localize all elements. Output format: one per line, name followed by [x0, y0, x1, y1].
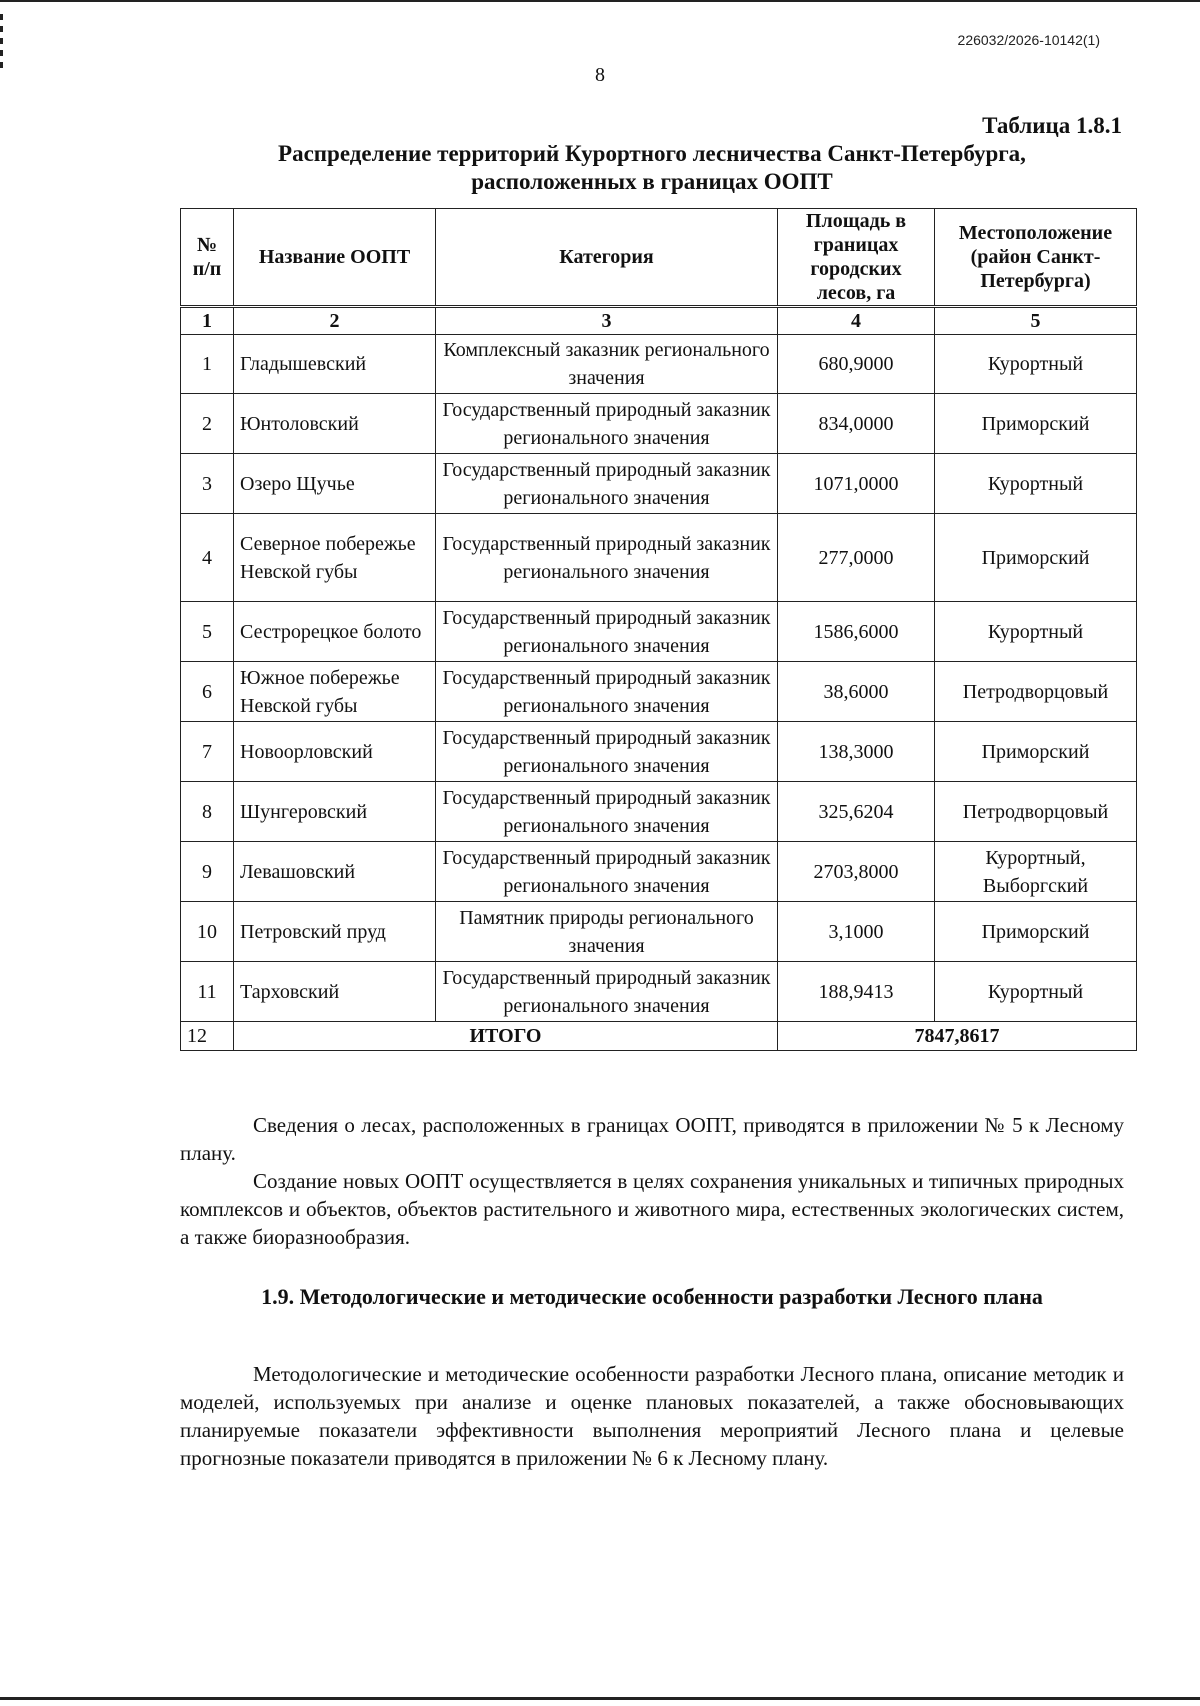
header-category: Категория: [436, 209, 778, 307]
section-heading-1-9: 1.9. Методологические и методические особенности разработки Лесного плана: [261, 1284, 1043, 1309]
oopt-location: Курортный: [935, 602, 1137, 662]
page-bottom-edge: [0, 1697, 1200, 1700]
table-row: [181, 782, 1137, 842]
header-name: Название ООПТ: [234, 209, 436, 307]
table-row: [181, 394, 1137, 454]
oopt-name: Шунгеровский: [234, 782, 436, 842]
oopt-name: Левашовский: [234, 842, 436, 902]
table-row: [181, 335, 1137, 394]
table-body: [181, 335, 1137, 1022]
oopt-location: Петродворцовый: [935, 782, 1137, 842]
table-row: [181, 842, 1137, 902]
header-location: Местоположение (район Санкт-Петербурга): [935, 209, 1137, 307]
oopt-name: Тарховский: [234, 962, 436, 1022]
header-num: № п/п: [181, 209, 234, 307]
column-number: 2: [234, 307, 436, 335]
oopt-area: 277,0000: [778, 514, 935, 602]
table-row: [181, 662, 1137, 722]
total-row: [181, 1022, 1137, 1051]
table-title-line-2: расположенных в границах ООПТ: [471, 169, 833, 194]
page-number: 8: [595, 64, 605, 86]
oopt-category: Государственный природный заказник регионального значения: [436, 842, 778, 902]
oopt-area: 38,6000: [778, 662, 935, 722]
row-number: 11: [181, 962, 234, 1022]
scan-edge-marks: [0, 14, 3, 70]
registration-number: 226032/2026-10142(1): [957, 32, 1100, 48]
paragraph-appendix-5: Сведения о лесах, расположенных в границах ООПТ, приводятся в приложении № 5 к Лесному плану.: [180, 1113, 1124, 1165]
table-row: [181, 514, 1137, 602]
oopt-area: 138,3000: [778, 722, 935, 782]
oopt-category: Государственный природный заказник регионального значения: [436, 962, 778, 1022]
row-number: 4: [181, 514, 234, 602]
oopt-name: Северное побережье Невской губы: [234, 514, 436, 602]
table-header-row: [181, 209, 1137, 307]
table-title: [180, 140, 1124, 196]
table-row: [181, 962, 1137, 1022]
row-number: 2: [181, 394, 234, 454]
oopt-category: Государственный природный заказник регионального значения: [436, 514, 778, 602]
column-number-row: [181, 307, 1137, 335]
row-number: 7: [181, 722, 234, 782]
header-area: Площадь в границах городских лесов, га: [778, 209, 935, 307]
table-row: [181, 602, 1137, 662]
oopt-category: Памятник природы регионального значения: [436, 902, 778, 962]
oopt-name: Южное побережье Невской губы: [234, 662, 436, 722]
oopt-area: 188,9413: [778, 962, 935, 1022]
oopt-category: Государственный природный заказник регионального значения: [436, 662, 778, 722]
column-number: 3: [436, 307, 778, 335]
row-number: 8: [181, 782, 234, 842]
oopt-area: 3,1000: [778, 902, 935, 962]
oopt-name: Озеро Щучье: [234, 454, 436, 514]
oopt-name: Петровский пруд: [234, 902, 436, 962]
oopt-name: Юнтоловский: [234, 394, 436, 454]
oopt-location: Приморский: [935, 394, 1137, 454]
table-row: [181, 902, 1137, 962]
oopt-area: 1071,0000: [778, 454, 935, 514]
oopt-location: Курортный: [935, 962, 1137, 1022]
oopt-location: Приморский: [935, 514, 1137, 602]
table-caption: Таблица 1.8.1: [982, 113, 1122, 138]
oopt-area: 834,0000: [778, 394, 935, 454]
oopt-category: Государственный природный заказник регионального значения: [436, 722, 778, 782]
oopt-area: 325,6204: [778, 782, 935, 842]
oopt-location: Приморский: [935, 722, 1137, 782]
oopt-name: Новоорловский: [234, 722, 436, 782]
row-number: 1: [181, 335, 234, 394]
total-label: ИТОГО: [234, 1022, 778, 1051]
column-number: 4: [778, 307, 935, 335]
oopt-name: Сестрорецкое болото: [234, 602, 436, 662]
oopt-location: Курортный, Выборгский: [935, 842, 1137, 902]
table-row: [181, 722, 1137, 782]
table-row: [181, 454, 1137, 514]
total-value: 7847,8617: [778, 1022, 1137, 1051]
oopt-name: Гладышевский: [234, 335, 436, 394]
page-top-edge: [0, 0, 1200, 2]
oopt-category: Государственный природный заказник регионального значения: [436, 782, 778, 842]
oopt-location: Приморский: [935, 902, 1137, 962]
oopt-category: Комплексный заказник регионального значения: [436, 335, 778, 394]
row-number: 6: [181, 662, 234, 722]
oopt-area: 680,9000: [778, 335, 935, 394]
oopt-area: 2703,8000: [778, 842, 935, 902]
oopt-table: [180, 208, 1137, 1051]
row-number: 5: [181, 602, 234, 662]
row-number: 10: [181, 902, 234, 962]
row-number: 9: [181, 842, 234, 902]
oopt-category: Государственный природный заказник регионального значения: [436, 454, 778, 514]
row-number: 3: [181, 454, 234, 514]
column-number: 5: [935, 307, 1137, 335]
oopt-category: Государственный природный заказник регионального значения: [436, 394, 778, 454]
oopt-location: Курортный: [935, 335, 1137, 394]
paragraph-new-oopt: Создание новых ООПТ осуществляется в целях сохранения уникальных и типичных природных комплексов и объектов, объектов растительного и животного мира, естественных экологических систем, а также биоразнообразия.: [180, 1169, 1124, 1249]
oopt-category: Государственный природный заказник регионального значения: [436, 602, 778, 662]
oopt-area: 1586,6000: [778, 602, 935, 662]
oopt-location: Петродворцовый: [935, 662, 1137, 722]
total-row-number: 12: [181, 1022, 234, 1051]
oopt-location: Курортный: [935, 454, 1137, 514]
column-number: 1: [181, 307, 234, 335]
paragraph-methodology: Методологические и методические особенности разработки Лесного плана, описание методик и моделей, используемых при анализе и оценке плановых показателей, а также обосновывающих планируемые показатели эффективности выполнения мероприятий Лесного плана и целевые прогнозные показатели приводятся в приложении № 6 к Лесному плану.: [180, 1362, 1124, 1470]
table-title-line-1: Распределение территорий Курортного лесничества Санкт-Петербурга,: [278, 141, 1026, 166]
